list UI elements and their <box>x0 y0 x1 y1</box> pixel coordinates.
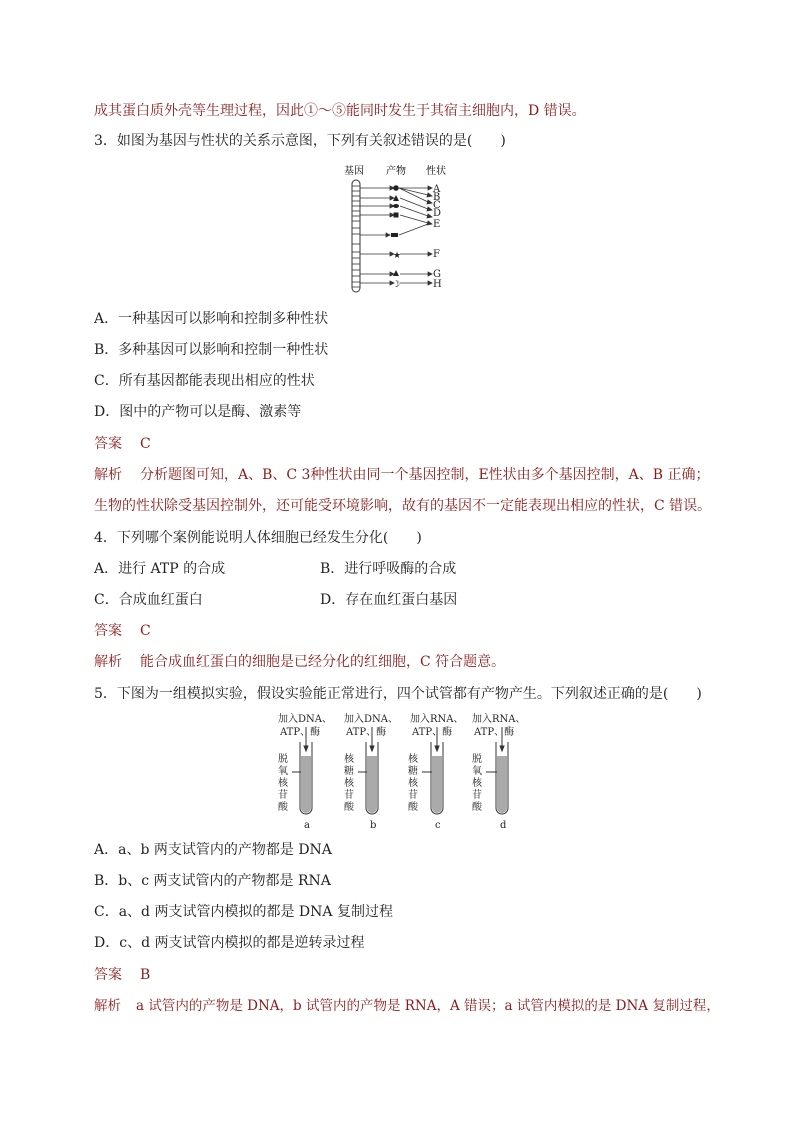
q3-stem: 3．如图为基因与性状的关系示意图，下列有关叙述错误的是( ) <box>94 133 506 149</box>
chromosome <box>352 180 360 292</box>
answer-value: B <box>140 967 151 983</box>
tube-a-top1: 加入DNA、 <box>278 714 332 725</box>
analysis-label: 解析 <box>94 998 121 1014</box>
header-gene: 基因 <box>344 166 364 177</box>
q4-option-b: B．进行呼吸酶的合成 <box>320 561 457 577</box>
q5-option-b: B．b、c 两支试管内的产物都是 RNA <box>94 873 331 889</box>
product-trait-arrows <box>399 186 432 285</box>
q4-analysis <box>94 652 714 672</box>
tube-a-side-0: 脱 <box>278 754 288 765</box>
trait-c: C <box>433 200 441 211</box>
tube-d-top1: 加入RNA、 <box>472 714 526 725</box>
tube-a-side-3: 苷 <box>278 790 288 801</box>
q3-analysis-line2: 生物的性状除受基因控制外，还可能受环境影响，故有的基因不一定能表现出相应的性状，C 错误。 <box>94 498 712 514</box>
chromosome-bands <box>352 186 360 287</box>
q4-answer <box>94 621 714 641</box>
trait-e: E <box>433 219 441 230</box>
q5-option-d: D．c、d 两支试管内模拟的都是逆转录过程 <box>94 935 365 951</box>
q5-option-a: A．a、b 两支试管内的产物都是 DNA <box>94 842 332 858</box>
tube-a-label: a <box>304 820 310 831</box>
tube-b-side-0: 核 <box>344 754 354 765</box>
q4-option-c: C．合成血红蛋白 <box>94 592 203 608</box>
gene-trait-diagram <box>338 158 468 298</box>
trait-f: F <box>433 249 440 260</box>
tube-a-side-1: 氧 <box>278 766 288 777</box>
analysis-text: 分析题图可知，A、B、C 3种性状由同一个基因控制，E性状由多个基因控制，A、B 正确； <box>140 467 710 483</box>
svg-text:★: ★ <box>393 251 402 261</box>
q4-options-row1 <box>94 559 714 579</box>
tube-b-top2: ATP、酶 <box>346 727 387 738</box>
tube-c-side-0: 核 <box>408 754 418 765</box>
q3-option-a: A．一种基因可以影响和控制多种性状 <box>94 311 329 327</box>
tube-a-side-2: 核 <box>278 778 288 789</box>
analysis-text: a 试管内的产物是 DNA，b 试管内的产物是 RNA，A 错误；a 试管内模拟的是 DNA 复制过程， <box>136 998 720 1014</box>
q5-option-c: C．a、d 两支试管内模拟的都是 DNA 复制过程 <box>94 904 393 920</box>
q4-option-a: A．进行 ATP 的合成 <box>94 561 226 577</box>
header-trait: 性状 <box>426 166 446 177</box>
q3-answer <box>94 434 714 454</box>
tube-a-side-4: 酸 <box>278 802 288 813</box>
q3-option-b: B．多种基因可以影响和控制一种性状 <box>94 342 329 358</box>
q4-option-d: D．存在血红蛋白基因 <box>320 592 458 608</box>
tube-c-top2: ATP、酶 <box>412 727 453 738</box>
trait-a: A <box>433 184 441 195</box>
tube-a-top2: ATP、酶 <box>280 727 321 738</box>
analysis-text: 能合成血红蛋白的细胞是已经分化的红细胞，C 符合题意。 <box>140 654 506 670</box>
tube-c-side-2: 核 <box>408 778 418 789</box>
q5-analysis <box>94 996 720 1016</box>
tube-d-side-4: 酸 <box>472 802 482 813</box>
tube-b-side-4: 酸 <box>344 802 354 813</box>
tube-c-label: c <box>435 820 441 831</box>
answer-label: 答案 <box>94 623 122 639</box>
tube-d-side-2: 核 <box>472 778 482 789</box>
trait-h: H <box>433 279 442 290</box>
intro-text: 成其蛋白质外壳等生理过程，因此①～⑤能同时发生于其宿主细胞内，D 错误。 <box>94 103 586 119</box>
q5-answer <box>94 965 714 985</box>
answer-value: C <box>140 436 151 452</box>
tube-c-side-1: 糖 <box>408 766 418 777</box>
tube-c-side-4: 酸 <box>408 802 418 813</box>
q3-analysis-line1 <box>94 465 714 485</box>
answer-label: 答案 <box>94 967 122 983</box>
tube-b-side-1: 糖 <box>344 766 354 777</box>
answer-label: 答案 <box>94 436 122 452</box>
tube-c-top1: 加入RNA、 <box>410 714 464 725</box>
tube-b-side-2: 核 <box>344 778 354 789</box>
test-tube-diagram <box>272 710 532 835</box>
tube-d-top2: ATP、酶 <box>474 727 515 738</box>
q4-stem: 4．下列哪个案例能说明人体细胞已经发生分化( ) <box>94 530 422 546</box>
q4-options-row2 <box>94 590 714 610</box>
trait-g: G <box>433 269 441 280</box>
q5-stem: 5．下图为一组模拟实验，假设实验能正常进行，四个试管都有产物产生。下列叙述正确的是( ) <box>94 686 702 702</box>
svg-text:☽: ☽ <box>392 280 401 290</box>
tube-d-side-1: 氧 <box>472 766 482 777</box>
gene-product-arrows <box>360 186 394 285</box>
tube-d-side-3: 苷 <box>472 790 482 801</box>
tube-b-top1: 加入DNA、 <box>344 714 398 725</box>
analysis-label: 解析 <box>94 654 122 670</box>
q3-option-d: D．图中的产物可以是酶、激素等 <box>94 404 302 420</box>
tube-b-side-3: 苷 <box>344 790 354 801</box>
analysis-label: 解析 <box>94 467 122 483</box>
q3-option-c: C．所有基因都能表现出相应的性状 <box>94 373 315 389</box>
tube-d-label: d <box>500 820 507 831</box>
tube-b-label: b <box>370 820 377 831</box>
header-product: 产物 <box>386 166 406 177</box>
trait-d: D <box>433 208 442 219</box>
tube-d-side-0: 脱 <box>472 754 482 765</box>
answer-value: C <box>140 623 151 639</box>
trait-b: B <box>433 192 441 203</box>
tube-c-side-3: 苷 <box>408 790 418 801</box>
